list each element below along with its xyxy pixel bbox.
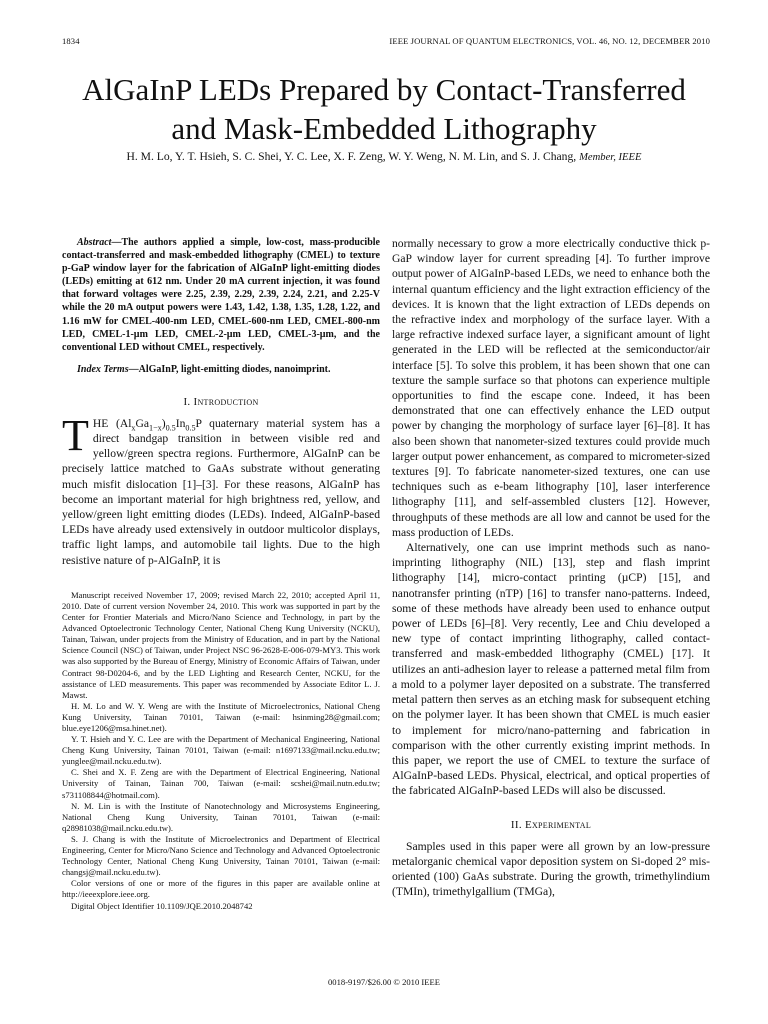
right-column <box>392 236 710 899</box>
footnote: Y. T. Hsieh and Y. C. Lee are with the Department of Mechanical Engineering, National Cheng Kung University, Tainan 70101, Taiwan (e-mail: n1697133@mail.ncku.edu.tw; yunglee@mail.ncku.edu.tw). <box>62 734 380 767</box>
formula-p: P <box>195 416 202 430</box>
author-list <box>40 150 728 163</box>
intro-lead: HE (Al <box>92 416 132 430</box>
formula-sub-05b: 0.5 <box>185 423 196 433</box>
author-names: H. M. Lo, Y. T. Hsieh, S. C. Shei, Y. C. Lee, X. F. Zeng, W. Y. Weng, N. M. Lin, and S. J. Chang, <box>126 150 577 163</box>
formula-sub-05a: 0.5 <box>165 423 176 433</box>
copyright-footer: 0018-9197/$26.00 © 2010 IEEE <box>327 977 441 987</box>
title-line-1: AlGaInP LEDs Prepared by Contact-Transferred <box>82 72 686 107</box>
footnote: Manuscript received November 17, 2009; revised March 22, 2010; accepted April 11, 2010. Date of current version November 24, 2010. This work was supported in part by the Center for Frontier Materials and Micro/Nano Science and Technology, in part by the Advanced Optoelectronic Technology Center, National Cheng Kung University (NCKU), Tainan, Taiwan, under projects from the Ministry of Education, and in part by the National Science Council (NSC) of Taiwan, under Project NSC 96-2628-E-006-079-MY3. This work was also supported by the Bureau of Energy, Ministry of Economic Affairs of Taiwan, under Contract 98-D0204-6, and by the LED Lighting and Research Center, NCKU, for the assistance of LED measurements. This paper was recommended by Associate Editor L. J. Mawst. <box>62 589 380 700</box>
footnotes <box>62 590 380 912</box>
abstract-label: Abstract <box>77 237 112 248</box>
page-number: 1834 <box>62 36 80 46</box>
index-terms-label: Index Terms <box>77 363 129 375</box>
formula-sub-x: x <box>131 423 136 433</box>
body-paragraph: Alternatively, one can use imprint methods such as nano-imprinting lithography (NIL) [13], step and flash imprint lithography [14], micro-contact printing (µCP) [15], and nanotransfer printing (nTP) [16] to transfer nano-patterns. Indeed, some of these methods have already been used to enhance output power of LEDs [6]–[8]. Very recently, Lee and Chiu developed a new type of contact imprinting lithography, called contact-transferred and mask-embedded lithography (CMEL) [17]. It utilizes an anti-adhesion layer to release a patterned metal film from a mold to a polymer layer deposited on a substrate. The transferred metal pattern then serves as an etching mask for subsequent etching on the polymer layer. It has been shown that CMEL is much easier to implement for micro/nano-patterning and fabrication in comparison with the other currently existing imprint methods. In this paper, we report the use of CMEL to texture the surface of AlGaInP-based LEDs. Physical, electrical, and optical properties of the fabricated AlGaInP-based LEDs will also be discussed. <box>392 541 710 798</box>
section-heading-introduction: I. Introduction <box>183 395 259 408</box>
footnote: C. Shei and X. F. Zeng are with the Department of Electrical Engineering, National University of Tainan, Tainan 700, Taiwan (e-mail: scshei@mail.nutn.edu.tw; s731108844@hotmail.com). <box>62 767 380 800</box>
body-paragraph: Samples used in this paper were all grown by an low-pressure metalorganic chemical vapor deposition system on Si-doped 2° mis-oriented (100) GaAs substrate. During the growth, trimethylindium (TMIn), trimethylgallium (TMGa), <box>392 839 710 899</box>
drop-cap: T <box>62 410 89 460</box>
formula-sub-1mx: 1−x <box>149 423 162 433</box>
title-line-2: and Mask-Embedded Lithography <box>171 111 597 146</box>
abstract: Abstract—The authors applied a simple, low-cost, mass-producible contact-transferred and mask-embedded lithography (CMEL) to texture p-GaP window layer for the fabrication of AlGaInP light-emitting diodes (LEDs) emitting at 612 nm. Under 20 mA current injection, it was found that forward voltages were 2.25, 2.39, 2.29, 2.39, 2.24, 2.21, and 2.25-V while the 20 mA output powers were 1.43, 1.42, 1.38, 1.35, 1.28, 1.22, and 1.16 mW for CMEL-400-nm LED, CMEL-600-nm LED, CMEL-800-nm LED, CMEL-1-µm LED, CMEL-2-µm LED, CMEL-3-µm, and the conventional LED without CMEL, respectively. <box>62 237 380 353</box>
left-column <box>62 236 380 912</box>
footnote: H. M. Lo and W. Y. Weng are with the Institute of Microelectronics, National Cheng Kung University, Tainan 70101, Taiwan (e-mail: hsinming28@gmail.com; blue.eye1206@msa.hinet.net). <box>62 700 380 733</box>
paper-title <box>40 70 728 148</box>
formula-in: In <box>175 416 186 430</box>
index-terms: Index Terms—AlGaInP, light-emitting diodes, nanoimprint. <box>77 363 331 375</box>
journal-header: IEEE JOURNAL OF QUANTUM ELECTRONICS, VOL. 46, NO. 12, DECEMBER 2010 <box>389 36 710 46</box>
section-heading-experimental: II. Experimental <box>510 818 592 831</box>
formula-ga: Ga <box>135 416 150 430</box>
intro-paragraph: THE $(Al_xGa_{1-x})_{0.5}In_{0.5}P$ quaternary material system has a direct bandgap transition in between visible red and yellow/green spectra regions. Furthermore, AlGaInP can be precisely lattice matched to GaAs substrate without generating much misfit dislocation [1]–[3]. For these reasons, AlGaInP has become an important material for high brightness red, yellow, and yellow/green light emitting diodes (LEDs). Indeed, AlGaInP-based LEDs have already used extensively in outdoor multicolor displays, traffic light lamps, and automobile tail lights. Due to the high resistive nature of p-AlGaInP, it is <box>62 410 380 567</box>
index-terms-text: AlGaInP, light-emitting diodes, nanoimprint. <box>138 363 331 375</box>
footnote: N. M. Lin is with the Institute of Nanotechnology and Microsystems Engineering, National Cheng Kung University, Tainan 70101, Taiwan (e-mail: q28981038@mail.ncku.edu.tw). <box>62 800 380 833</box>
author-membership: Member, IEEE <box>579 152 642 163</box>
intro-rest: quaternary material system has a direct bandgap transition in between visible red and yellow/green spectra regions. Furthermore, AlGaInP can be precisely lattice matched to GaAs substrate without generating much misfit dislocation [1]–[3]. For these reasons, AlGaInP has become an important material for high brightness red, yellow, and yellow/green light emitting diodes (LEDs). Indeed, AlGaInP-based LEDs have already used extensively in outdoor multicolor displays, traffic light lamps, and automobile tail lights. Due to the high resistive nature of p-AlGaInP, it is <box>62 416 380 567</box>
abstract-text: The authors applied a simple, low-cost, mass-producible contact-transferred and mask-embedded lithography (CMEL) to texture p-GaP window layer for the fabrication of AlGaInP light-emitting diodes (LEDs) emitting at 612 nm. Under 20 mA current injection, it was found that forward voltages were 2.25, 2.39, 2.29, 2.39, 2.24, 2.21, and 2.25-V while the 20 mA output powers were 1.43, 1.42, 1.38, 1.35, 1.28, 1.22, and 1.16 mW for CMEL-400-nm LED, CMEL-600-nm LED, CMEL-800-nm LED, CMEL-1-µm LED, CMEL-2-µm LED, CMEL-3-µm, and the conventional LED without CMEL, respectively. <box>62 237 380 353</box>
footnote: S. J. Chang is with the Institute of Microelectronics and Department of Electrical Engineering, Center for Micro/Nano Science and Technology and Advanced Optoelectronic Technology Center, National Cheng Kung University, Tainan 70101, Taiwan (e-mail: changsj@mail.ncku.edu.tw). <box>62 833 380 878</box>
footnote-doi: Digital Object Identifier 10.1109/JQE.2010.2048742 <box>71 900 253 911</box>
body-paragraph: normally necessary to grow a more electrically conductive thick p-GaP window layer for current spreading [4]. To further improve output power of AlGaInP-based LEDs, we need to enhance both the internal quantum efficiency and the light extraction efficiency of the devices. It is known that the light extraction of LEDs depends on the refractive index and morphology of the surface layer. With a large refractive indexed surface layer, a significant amount of light generated in the LED will be reflected at the semiconductor/air interface [5]. To solve this problem, it has been shown that one can texture the sample surface so that photons can experience multiple opportunities to find the escape cone. Indeed, it has been demonstrated that one can effectively enhance the LED output power by changing the morphology of surface layer [6]–[8]. It has also been shown that nanometer-sized textures could provide much larger output power enhancement, as compared to micrometer-sized textures [9]. To fabricate nanometer-sized textures, one can use techniques such as e-beam lithography [10], laser interference lithography [11], and self-assembled clusters [12]. However, throughputs of these methods are all low and cannot be used for the mass production of LEDs. <box>392 237 710 539</box>
footnote: Color versions of one or more of the figures in this paper are available online at http://ieeexplore.ieee.org. <box>62 878 380 900</box>
